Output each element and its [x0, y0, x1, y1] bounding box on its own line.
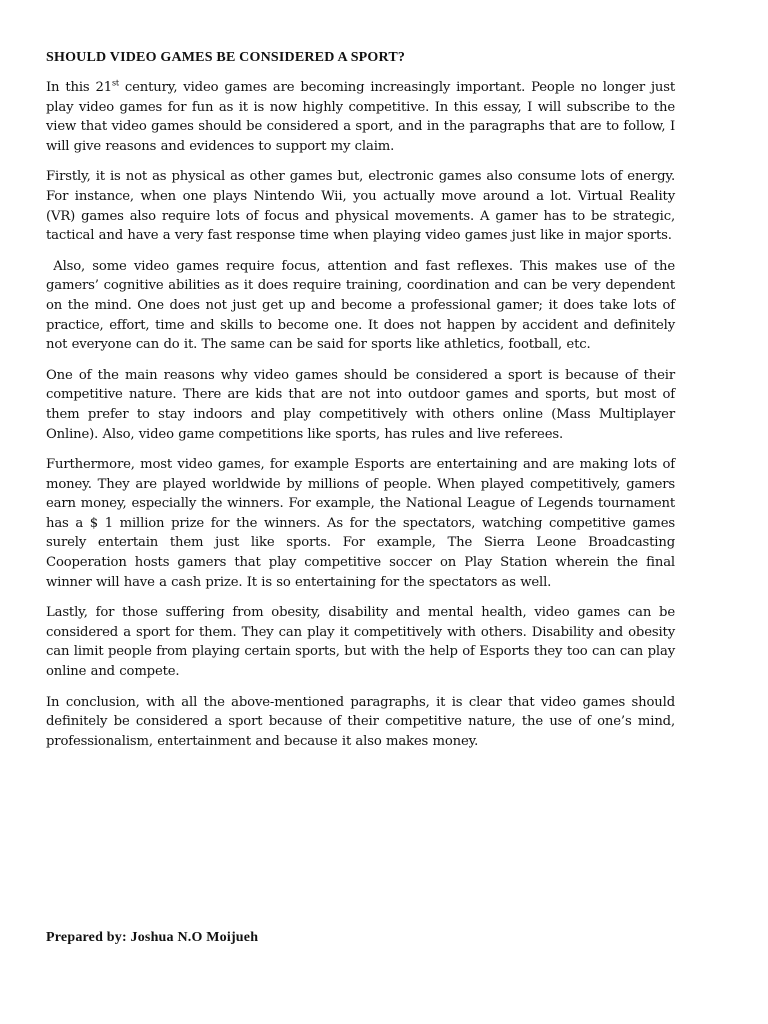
paragraph-inclusion: Lastly, for those suffering from obesity, disability and mental health, video games can be considered a sport for them. They can play it competitively with others. Disability and obesity can limit people from playing certain sports, but with the help of Esports they too can can play online and compete.: [46, 605, 675, 680]
paragraph-intro: In this 21st century, video games are becoming increasingly important. People no longer just play video games for fun as it is now highly competitive. In this essay, I will subscribe to the view that video games should be considered a sport, and in the paragraphs that are to follow, I will give reasons and evidences to support my claim.: [46, 78, 675, 154]
document-title: SHOULD VIDEO GAMES BE CONSIDERED A SPORT?: [46, 50, 406, 65]
paragraph-cognitive: Also, some video games require focus, attention and fast reflexes. This makes use of the gamers’ cognitive abilities as it does require training, coordination and can be very dependent on the mind. One does not just get up and become a professional gamer; it does take lots of practice, effort, time and skills to become one. It does not happen by accident and definitely not everyone can do it. The same can be said for sports like athletics, football, etc.: [46, 258, 675, 353]
paragraph-conclusion: In conclusion, with all the above-mentioned paragraphs, it is clear that video games should definitely be considered a sport because of their competitive nature, the use of one’s mind, professionalism, entertainment and because it also makes money.: [46, 694, 675, 749]
paragraph-competitive: One of the main reasons why video games should be considered a sport is because of their competitive nature. There are kids that are not into outdoor games and sports, but most of them prefer to stay indoors and play competitively with others online (Mass Multiplayer Online). Also, video game competitions like sports, has rules and live referees.: [46, 367, 675, 442]
paragraph-entertainment: Furthermore, most video games, for example Esports are entertaining and are making lots of money. They are played worldwide by millions of people. When played competitively, gamers earn money, especially the winners. For example, the National League of Legends tournament has a $ 1 million prize for the winners. As for the spectators, watching competitive games surely entertain them just like sports. For example, The Sierra Leone Broadcasting Cooperation hosts gamers that play competitive soccer on Play Station wherein the final winner will have a cash prize. It is so entertaining for the spectators as well.: [46, 457, 675, 590]
paragraph-physical: Firstly, it is not as physical as other games but, electronic games also consume lots of energy. For instance, when one plays Nintendo Wii, you actually move around a lot. Virtual Reality (VR) games also require lots of focus and physical movements. A gamer has to be strategic, tactical and have a very fast response time when playing video games just like in major sports.: [46, 169, 675, 244]
author-line: Prepared by: Joshua N.O Moijueh: [46, 930, 259, 945]
